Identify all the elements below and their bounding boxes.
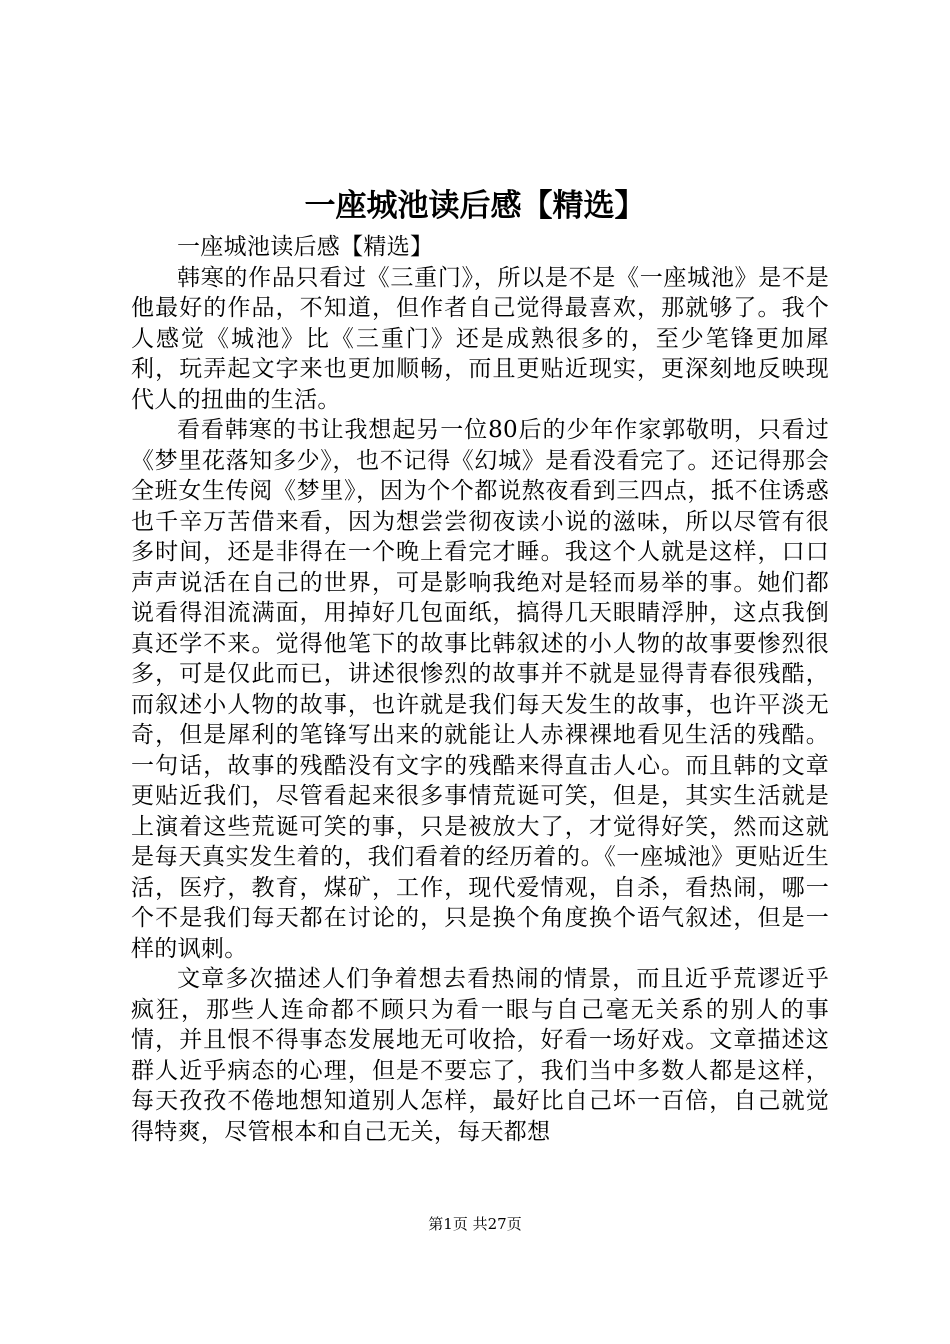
paragraph-subtitle: 一座城池读后感【精选】 — [177, 234, 434, 260]
document-title: 一座城池读后感【精选】 — [304, 188, 646, 224]
paragraph-1: 韩寒的作品只看过《三重门》，所以是不是《一座城池》是不是他最好的作品，不知道，但作者自己觉得最喜欢，那就够了。我个人感觉《城池》比《三重门》还是成熟很多的，至少笔锋更加犀利，玩弄起文字来也更加顺畅，而且更贴近现实，更深刻地反映现代人的扭曲的生活。 — [131, 264, 829, 413]
page-number-footer: 第1页 共27页 — [428, 1215, 522, 1233]
document-body — [131, 232, 829, 1147]
paragraph-2: 看看韩寒的书让我想起另一位80后的少年作家郭敬明，只看过《梦里花落知多少》，也不记得《幻城》是看没看完了。还记得那会全班女生传阅《梦里》，因为个个都说熬夜看到三四点，抵不住诱惑也千辛万苦借来看，因为想尝尝彻夜读小说的滋味，所以尽管有很多时间，还是非得在一个晚上看完才睡。我这个人就是这样，口口声声说活在自己的世界，可是影响我绝对是轻而易举的事。她们都说看得泪流满面，用掉好几包面纸，搞得几天眼睛浮肿，这点我倒真还学不来。觉得他笔下的故事比韩叙述的小人物的故事要惨烈很多，可是仅此而已，讲述很惨烈的故事并不就是显得青春很残酷，而叙述小人物的故事，也许就是我们每天发生的故事，也许平淡无奇，但是犀利的笔锋写出来的就能让人赤裸裸地看见生活的残酷。一句话，故事的残酷没有文字的残酷来得直击人心。而且韩的文章更贴近我们，尽管看起来很多事情荒诞可笑，但是，其实生活就是上演着这些荒诞可笑的事，只是被放大了，才觉得好笑，然而这就是每天真实发生着的，我们看着的经历着的。《一座城池》更贴近生活，医疗，教育，煤矿，工作，现代爱情观，自杀，看热闹，哪一个不是我们每天都在讨论的，只是换个角度换个语气叙述，但是一样的讽刺。 — [131, 417, 829, 962]
paragraph-3: 文章多次描述人们争着想去看热闹的情景，而且近乎荒谬近乎疯狂，那些人连命都不顾只为看一眼与自己毫无关系的别人的事情，并且恨不得事态发展地无可收拾，好看一场好戏。文章描述这群人近乎病态的心理，但是不要忘了，我们当中多数人都是这样，每天孜孜不倦地想知道别人怎样，最好比自己坏一百倍，自己就觉得特爽，尽管根本和自己无关，每天都想 — [131, 966, 829, 1145]
